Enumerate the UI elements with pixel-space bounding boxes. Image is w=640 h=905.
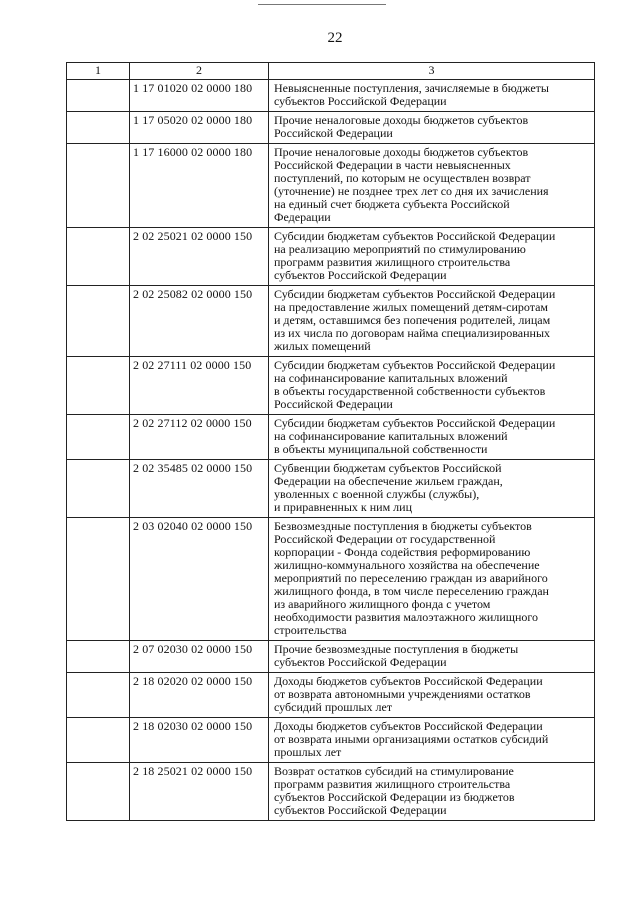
revenue-name-line: Субвенции бюджетам субъектов Российской [274, 461, 502, 475]
row-number-cell [67, 286, 130, 357]
revenue-name-line: Российской Федерации [274, 126, 393, 140]
revenue-name-line: из их числа по договорам найма специализированных [274, 326, 551, 340]
revenue-code-cell: 2 02 27112 02 0000 150 [130, 415, 269, 460]
revenue-name-line: Прочие неналоговые доходы бюджетов субъектов [274, 113, 529, 127]
column-header-1: 1 [67, 63, 130, 80]
revenue-name-line: жилых помещений [274, 339, 371, 353]
revenue-code-cell: 1 17 16000 02 0000 180 [130, 144, 269, 228]
table-row [67, 641, 595, 673]
revenue-code-cell: 2 02 25021 02 0000 150 [130, 228, 269, 286]
revenue-name-cell [269, 415, 595, 460]
revenue-name-line: Субсидии бюджетам субъектов Российской Федерации [274, 229, 556, 243]
table-body [67, 80, 595, 821]
revenue-name-line: уволенных с военной службы (службы), [274, 487, 480, 501]
row-number-cell [67, 112, 130, 144]
revenue-name-line: на единый счет бюджета субъекта Российской [274, 197, 510, 211]
revenue-name-cell [269, 718, 595, 763]
revenue-name-line: субъектов Российской Федерации из бюджетов [274, 790, 515, 804]
revenue-name-line: в объекты муниципальной собственности [274, 442, 488, 456]
table-header-row [67, 63, 595, 80]
revenue-name-line: на предоставление жилых помещений детям-сиротам [274, 300, 549, 314]
revenue-name-cell [269, 112, 595, 144]
revenue-name-line: жилищно-коммунального хозяйства на обеспечение [274, 558, 540, 572]
table-row [67, 286, 595, 357]
revenue-code-cell: 2 02 35485 02 0000 150 [130, 460, 269, 518]
revenue-code-cell: 2 07 02030 02 0000 150 [130, 641, 269, 673]
revenue-name-cell [269, 357, 595, 415]
revenue-name-line: Субсидии бюджетам субъектов Российской Федерации [274, 287, 556, 301]
row-number-cell [67, 673, 130, 718]
column-header-2: 2 [130, 63, 269, 80]
revenue-code-cell: 1 17 01020 02 0000 180 [130, 80, 269, 112]
row-number-cell [67, 718, 130, 763]
revenue-name-cell [269, 144, 595, 228]
revenue-name-line: корпорации - Фонда содействия реформированию [274, 545, 531, 559]
row-number-cell [67, 144, 130, 228]
row-number-cell [67, 763, 130, 821]
revenue-name-line: Прочие неналоговые доходы бюджетов субъектов [274, 145, 529, 159]
revenue-name-line: программ развития жилищного строительства [274, 777, 511, 791]
revenue-name-line: на софинансирование капитальных вложений [274, 371, 508, 385]
revenue-name-line: Российской Федерации в части невыясненных [274, 158, 511, 172]
row-number-cell [67, 357, 130, 415]
table-row [67, 112, 595, 144]
revenue-codes-table [66, 62, 595, 821]
revenue-name-line: Безвозмездные поступления в бюджеты субъектов [274, 519, 532, 533]
revenue-name-line: на реализацию мероприятий по стимулированию [274, 242, 526, 256]
revenue-name-line: Субсидии бюджетам субъектов Российской Федерации [274, 416, 556, 430]
revenue-name-line: от возврата автономными учреждениями остатков [274, 687, 531, 701]
revenue-name-line: жилищного фонда, в том числе переселению граждан [274, 584, 549, 598]
revenue-code-cell: 1 17 05020 02 0000 180 [130, 112, 269, 144]
table-row [67, 415, 595, 460]
table-row [67, 718, 595, 763]
revenue-name-line: (уточнение) не позднее трех лет со дня их зачисления [274, 184, 549, 198]
revenue-name-line: Субсидии бюджетам субъектов Российской Федерации [274, 358, 556, 372]
revenue-name-line: субъектов Российской Федерации [274, 94, 447, 108]
row-number-cell [67, 415, 130, 460]
top-rule [258, 4, 386, 5]
page-number: 22 [327, 30, 343, 46]
row-number-cell [67, 460, 130, 518]
revenue-name-line: из аварийного жилищного фонда с учетом [274, 597, 491, 611]
revenue-name-cell [269, 228, 595, 286]
revenue-name-line: субъектов Российской Федерации [274, 803, 447, 817]
revenue-name-line: субсидий прошлых лет [274, 700, 393, 714]
revenue-name-cell [269, 460, 595, 518]
revenue-name-cell [269, 80, 595, 112]
revenue-code-cell: 2 02 27111 02 0000 150 [130, 357, 269, 415]
revenue-code-cell: 2 02 25082 02 0000 150 [130, 286, 269, 357]
revenue-name-cell [269, 286, 595, 357]
revenue-name-line: и приравненных к ним лиц [274, 500, 413, 514]
revenue-name-line: прошлых лет [274, 745, 342, 759]
revenue-name-line: в объекты государственной собственности субъектов [274, 384, 546, 398]
revenue-name-cell [269, 518, 595, 641]
table-row [67, 518, 595, 641]
row-number-cell [67, 228, 130, 286]
revenue-name-cell [269, 673, 595, 718]
table-row [67, 673, 595, 718]
revenue-name-line: Прочие безвозмездные поступления в бюджеты [274, 642, 519, 656]
revenue-name-line: Российской Федерации от государственной [274, 532, 496, 546]
revenue-name-line: Доходы бюджетов субъектов Российской Федерации [274, 674, 543, 688]
revenue-name-line: Российской Федерации [274, 397, 393, 411]
column-header-3: 3 [269, 63, 595, 80]
revenue-name-line: Невыясненные поступления, зачисляемые в бюджеты [274, 81, 549, 95]
revenue-name-line: поступлений, по которым не осуществлен возврат [274, 171, 531, 185]
revenue-name-line: Федерации [274, 210, 331, 224]
revenue-name-line: Федерации на обеспечение жильем граждан, [274, 474, 503, 488]
table-row [67, 460, 595, 518]
revenue-code-cell: 2 18 25021 02 0000 150 [130, 763, 269, 821]
revenue-name-line: от возврата иными организациями остатков субсидий [274, 732, 549, 746]
revenue-code-cell: 2 18 02030 02 0000 150 [130, 718, 269, 763]
revenue-name-line: на софинансирование капитальных вложений [274, 429, 508, 443]
revenue-name-line: строительства [274, 623, 347, 637]
revenue-code-cell: 2 18 02020 02 0000 150 [130, 673, 269, 718]
revenue-name-cell [269, 763, 595, 821]
row-number-cell [67, 641, 130, 673]
row-number-cell [67, 80, 130, 112]
revenue-name-line: Возврат остатков субсидий на стимулирование [274, 764, 514, 778]
table-row [67, 763, 595, 821]
revenue-name-line: субъектов Российской Федерации [274, 655, 447, 669]
revenue-name-line: необходимости развития малоэтажного жилищного [274, 610, 539, 624]
table-row [67, 80, 595, 112]
revenue-code-cell: 2 03 02040 02 0000 150 [130, 518, 269, 641]
revenue-name-cell [269, 641, 595, 673]
revenue-name-line: мероприятий по переселению граждан из аварийного [274, 571, 548, 585]
revenue-name-line: и детям, оставшимся без попечения родителей, лицам [274, 313, 551, 327]
table-row [67, 228, 595, 286]
table-row [67, 357, 595, 415]
row-number-cell [67, 518, 130, 641]
revenue-name-line: Доходы бюджетов субъектов Российской Федерации [274, 719, 543, 733]
revenue-name-line: программ развития жилищного строительства [274, 255, 511, 269]
revenue-name-line: субъектов Российской Федерации [274, 268, 447, 282]
table-row [67, 144, 595, 228]
